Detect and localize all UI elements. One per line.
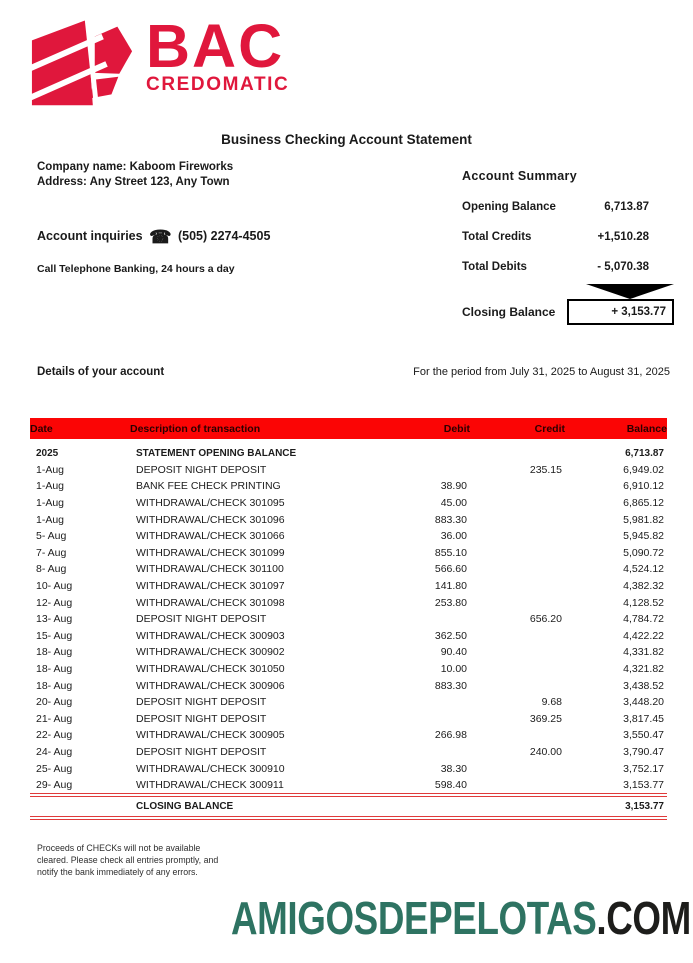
cell-date: 5- Aug	[36, 530, 67, 543]
cell-credit	[470, 578, 565, 595]
cell-balance: 3,550.47	[623, 729, 664, 742]
cell-balance: 3,790.47	[623, 745, 664, 758]
summary-row-credits	[462, 231, 649, 243]
brand-subname: CREDOMATIC	[146, 74, 290, 95]
cell-credit: 235.15	[529, 463, 562, 476]
arrow-down-icon	[586, 284, 674, 299]
cell-description: WITHDRAWAL/CHECK 300911	[136, 779, 284, 792]
cell-date: 1-Aug	[36, 480, 65, 493]
table-row	[30, 511, 667, 528]
cell-balance: 4,128.52	[623, 596, 664, 609]
cell-credit: 9.68	[541, 696, 562, 709]
table-row	[30, 611, 667, 628]
table-row	[30, 711, 667, 728]
transactions-table-wrap	[30, 418, 667, 820]
cell-debit	[342, 445, 470, 462]
cell-balance: 5,090.72	[623, 546, 664, 559]
cell-debit	[342, 694, 470, 711]
closing-balance-box	[567, 299, 674, 325]
watermark-main: AMIGOSDEPELOTAS	[231, 892, 597, 944]
header-credit: Credit	[470, 418, 565, 439]
cell-debit	[342, 611, 470, 628]
cell-description: WITHDRAWAL/CHECK 301066	[136, 530, 285, 543]
cell-balance: 3,153.77	[565, 795, 667, 818]
cell-debit: 855.10	[434, 546, 467, 559]
cell-debit: 883.30	[434, 513, 467, 526]
cell-date: 20- Aug	[36, 696, 73, 709]
summary-label: Total Credits	[462, 231, 532, 243]
cell-description: WITHDRAWAL/CHECK 300906	[136, 679, 285, 692]
cell-date: 12- Aug	[36, 596, 73, 609]
cell-debit: 38.30	[440, 762, 467, 775]
cell-credit: 240.00	[529, 745, 562, 758]
summary-value: +1,510.28	[597, 231, 649, 243]
cell-balance: 4,382.32	[623, 580, 664, 593]
cell-balance: 4,784.72	[623, 613, 664, 626]
account-summary	[462, 169, 649, 273]
table-row	[30, 545, 667, 562]
cell-date: 7- Aug	[36, 546, 67, 559]
company-block	[37, 160, 233, 190]
cell-date: 2025	[36, 447, 59, 459]
cell-debit	[342, 744, 470, 761]
cell-description: WITHDRAWAL/CHECK 300910	[136, 762, 285, 775]
cell-credit	[470, 677, 565, 694]
table-row	[30, 744, 667, 761]
cell-date: 1-Aug	[36, 513, 65, 526]
cell-balance: 5,945.82	[623, 530, 664, 543]
cell-balance: 3,438.52	[623, 679, 664, 692]
cell-date: 29- Aug	[36, 779, 73, 792]
table-row	[30, 462, 667, 479]
table-row	[30, 594, 667, 611]
table-row	[30, 677, 667, 694]
cell-balance: 6,910.12	[623, 480, 664, 493]
cell-balance: 4,321.82	[623, 663, 664, 676]
table-row	[30, 727, 667, 744]
bac-logo	[28, 12, 290, 110]
cell-debit: 362.50	[434, 629, 467, 642]
summary-row-opening	[462, 201, 649, 213]
opening-balance-row	[30, 445, 667, 462]
cell-date: 18- Aug	[36, 679, 73, 692]
cell-balance: 6,949.02	[623, 463, 664, 476]
cell-date: 1-Aug	[36, 463, 65, 476]
header-balance: Balance	[565, 418, 667, 439]
cell-date: 18- Aug	[36, 663, 73, 676]
header-description: Description of transaction	[130, 418, 342, 439]
account-inquiries-line	[37, 227, 270, 248]
cell-description: DEPOSIT NIGHT DEPOSIT	[136, 463, 267, 476]
closing-balance-label: Closing Balance	[462, 305, 556, 319]
cell-credit	[470, 644, 565, 661]
watermark	[231, 891, 691, 945]
footer-note-line: cleared. Please check all entries promptly, and	[37, 854, 219, 865]
cell-balance: 3,817.45	[623, 712, 664, 725]
cell-debit: 45.00	[440, 497, 467, 510]
cell-description: WITHDRAWAL/CHECK 301100	[136, 563, 284, 576]
header-debit: Debit	[342, 418, 470, 439]
table-row	[30, 760, 667, 777]
company-address-line: Address: Any Street 123, Any Town	[37, 176, 230, 188]
cell-description: WITHDRAWAL/CHECK 301098	[136, 596, 285, 609]
cell-date: 10- Aug	[36, 580, 73, 593]
header-date: Date	[30, 418, 130, 439]
cell-balance: 6,865.12	[623, 497, 664, 510]
cell-credit: 369.25	[529, 712, 562, 725]
table-row	[30, 777, 667, 796]
cell-description: WITHDRAWAL/CHECK 300902	[136, 646, 285, 659]
cell-description: WITHDRAWAL/CHECK 301099	[136, 546, 285, 559]
transactions-table	[30, 418, 667, 820]
table-row	[30, 661, 667, 678]
watermark-suffix: .COM	[596, 892, 691, 944]
cell-credit	[470, 795, 565, 818]
cell-balance: 3,153.77	[623, 779, 664, 792]
cell-debit: 883.30	[434, 679, 467, 692]
cell-balance: 4,331.82	[623, 646, 664, 659]
cell-description: BANK FEE CHECK PRINTING	[136, 480, 281, 493]
details-heading: Details of your account	[37, 366, 165, 378]
company-name-line: Company name: Kaboom Fireworks	[37, 161, 234, 173]
transactions-body	[30, 439, 667, 818]
cell-description: CLOSING BALANCE	[130, 795, 342, 818]
table-row	[30, 495, 667, 512]
cell-balance: 3,448.20	[623, 696, 664, 709]
summary-value: 6,713.87	[604, 201, 649, 213]
cell-description: WITHDRAWAL/CHECK 301095	[136, 497, 285, 510]
closing-balance-row	[30, 795, 667, 818]
inquiries-label: Account inquiries	[37, 229, 143, 243]
table-row	[30, 694, 667, 711]
summary-label: Total Debits	[462, 261, 527, 273]
cell-description: STATEMENT OPENING BALANCE	[136, 447, 297, 459]
cell-date: 1-Aug	[36, 497, 65, 510]
cell-date: 22- Aug	[36, 729, 73, 742]
cell-credit	[470, 777, 565, 796]
cell-debit	[342, 711, 470, 728]
cell-date	[30, 795, 130, 818]
cell-description: WITHDRAWAL/CHECK 301096	[136, 513, 285, 526]
cell-description: DEPOSIT NIGHT DEPOSIT	[136, 696, 267, 709]
cell-debit: 566.60	[434, 563, 467, 576]
cell-credit	[470, 661, 565, 678]
cell-date: 13- Aug	[36, 613, 73, 626]
footer-note-line: notify the bank immediately of any errors.	[37, 866, 198, 877]
cell-balance: 6,713.87	[625, 447, 664, 459]
cell-debit: 36.00	[440, 530, 467, 543]
cell-debit	[342, 795, 470, 818]
cell-credit	[470, 511, 565, 528]
cell-date: 8- Aug	[36, 563, 67, 576]
cell-credit	[470, 628, 565, 645]
cell-debit	[342, 462, 470, 479]
phone-icon: ☎	[149, 227, 172, 247]
cell-description: DEPOSIT NIGHT DEPOSIT	[136, 613, 267, 626]
brand-name: BAC	[146, 12, 285, 80]
cell-credit	[470, 545, 565, 562]
cell-credit	[470, 760, 565, 777]
statement-period: For the period from July 31, 2025 to August 31, 2025	[413, 366, 670, 378]
phone-number: (505) 2274-4505	[177, 229, 271, 243]
cell-date: 25- Aug	[36, 762, 73, 775]
summary-row-debits	[462, 261, 649, 273]
cell-debit: 38.90	[440, 480, 467, 493]
table-row	[30, 644, 667, 661]
summary-heading: Account Summary	[462, 169, 577, 183]
footer-note	[37, 843, 218, 878]
cell-credit	[470, 495, 565, 512]
cell-balance: 3,752.17	[623, 762, 664, 775]
table-header-row	[30, 418, 667, 439]
cell-description: DEPOSIT NIGHT DEPOSIT	[136, 745, 267, 758]
cell-balance: 4,524.12	[623, 563, 664, 576]
cell-credit	[470, 445, 565, 462]
cell-debit: 141.80	[434, 580, 467, 593]
cell-balance: 5,981.82	[623, 513, 664, 526]
table-header	[30, 418, 667, 439]
cell-description: WITHDRAWAL/CHECK 300903	[136, 629, 285, 642]
table-row	[30, 528, 667, 545]
cell-date: 24- Aug	[36, 745, 73, 758]
cell-debit: 266.98	[434, 729, 467, 742]
summary-value: - 5,070.38	[597, 261, 649, 273]
cell-credit	[470, 528, 565, 545]
footer-note-line: Proceeds of CHECKs will not be available	[37, 843, 201, 853]
cell-debit: 598.40	[434, 779, 467, 792]
summary-label: Opening Balance	[462, 201, 556, 213]
cell-credit: 656.20	[529, 613, 562, 626]
cell-date: 21- Aug	[36, 712, 73, 725]
closing-balance-value: + 3,153.77	[611, 306, 666, 318]
page-title: Business Checking Account Statement	[221, 132, 472, 147]
cell-debit: 90.40	[440, 646, 467, 659]
cell-balance: 4,422.22	[623, 629, 664, 642]
telephone-banking-line: Call Telephone Banking, 24 hours a day	[37, 263, 235, 275]
table-row	[30, 561, 667, 578]
bac-logo-text	[146, 12, 290, 96]
table-row	[30, 628, 667, 645]
cell-credit	[470, 594, 565, 611]
cell-debit: 253.80	[434, 596, 467, 609]
cell-date: 15- Aug	[36, 629, 73, 642]
cell-debit: 10.00	[440, 663, 467, 676]
cell-credit	[470, 478, 565, 495]
cell-description: WITHDRAWAL/CHECK 301050	[136, 663, 285, 676]
cell-date: 18- Aug	[36, 646, 73, 659]
table-row	[30, 478, 667, 495]
cell-credit	[470, 727, 565, 744]
cell-description: WITHDRAWAL/CHECK 300905	[136, 729, 285, 742]
cell-description: WITHDRAWAL/CHECK 301097	[136, 580, 285, 593]
table-row	[30, 578, 667, 595]
cell-credit	[470, 561, 565, 578]
bac-logo-icon	[28, 16, 136, 110]
cell-description: DEPOSIT NIGHT DEPOSIT	[136, 712, 267, 725]
